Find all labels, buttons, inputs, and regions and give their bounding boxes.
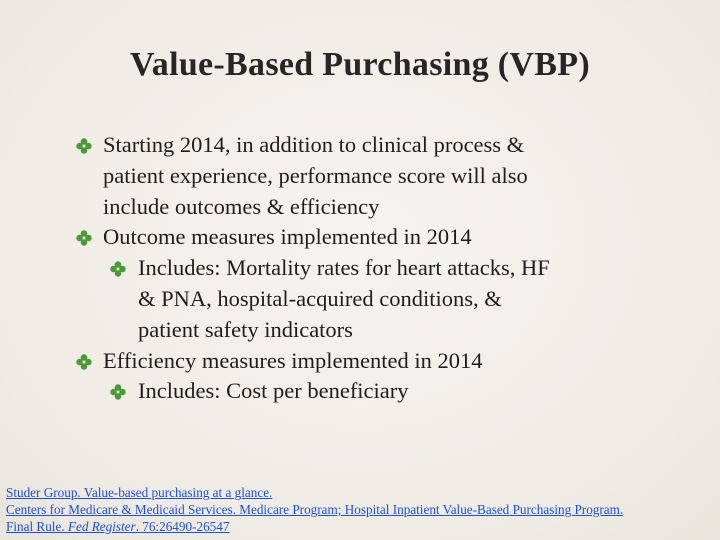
bullet-clinical-process bbox=[76, 130, 696, 222]
references bbox=[6, 484, 718, 535]
bullet-text-line: Outcome measures implemented in 2014 bbox=[103, 224, 472, 250]
slide-title: Value-Based Purchasing (VBP) bbox=[130, 46, 590, 83]
journal-name: Fed Register bbox=[67, 519, 136, 534]
bullet-outcome-measures bbox=[76, 222, 696, 253]
bullet-text-line: Includes: Cost per beneficiary bbox=[138, 378, 409, 404]
bullet-text-line: patient experience, performance score will also bbox=[103, 162, 528, 188]
bullet-text-line: include outcomes & efficiency bbox=[103, 193, 380, 219]
reference-link-cms-rule[interactable]: Centers for Medicare & Medicaid Services. Medicare Program; Hospital Inpatient Value-Based Purchasing Program. bbox=[6, 502, 624, 517]
fleur-quatrefoil-icon bbox=[76, 354, 92, 370]
bullet-text-line: Efficiency measures implemented in 2014 bbox=[103, 347, 483, 373]
bullet-text-line: patient safety indicators bbox=[138, 316, 353, 342]
reference-text: . 76:26490-26547 bbox=[135, 519, 230, 534]
bullet-list bbox=[76, 130, 696, 407]
fleur-quatrefoil-icon bbox=[110, 261, 126, 277]
bullet-efficiency-measures bbox=[76, 346, 696, 377]
reference-link-fed-register[interactable] bbox=[6, 518, 718, 535]
fleur-quatrefoil-icon bbox=[76, 230, 92, 246]
reference-text: Final Rule. bbox=[6, 519, 68, 534]
bullet-text-line: Starting 2014, in addition to clinical process & bbox=[103, 132, 525, 157]
bullet-text-line: & PNA, hospital-acquired conditions, & bbox=[138, 285, 502, 311]
sub-bullet-mortality-rates bbox=[76, 253, 696, 345]
bullet-text-line: Includes: Mortality rates for heart attacks, HF bbox=[138, 255, 550, 281]
reference-link-studer-group[interactable]: Studer Group. Value-based purchasing at a glance. bbox=[6, 485, 273, 500]
sub-bullet-cost-per-beneficiary bbox=[76, 376, 696, 407]
fleur-quatrefoil-icon bbox=[76, 138, 92, 154]
fleur-quatrefoil-icon bbox=[110, 384, 126, 400]
